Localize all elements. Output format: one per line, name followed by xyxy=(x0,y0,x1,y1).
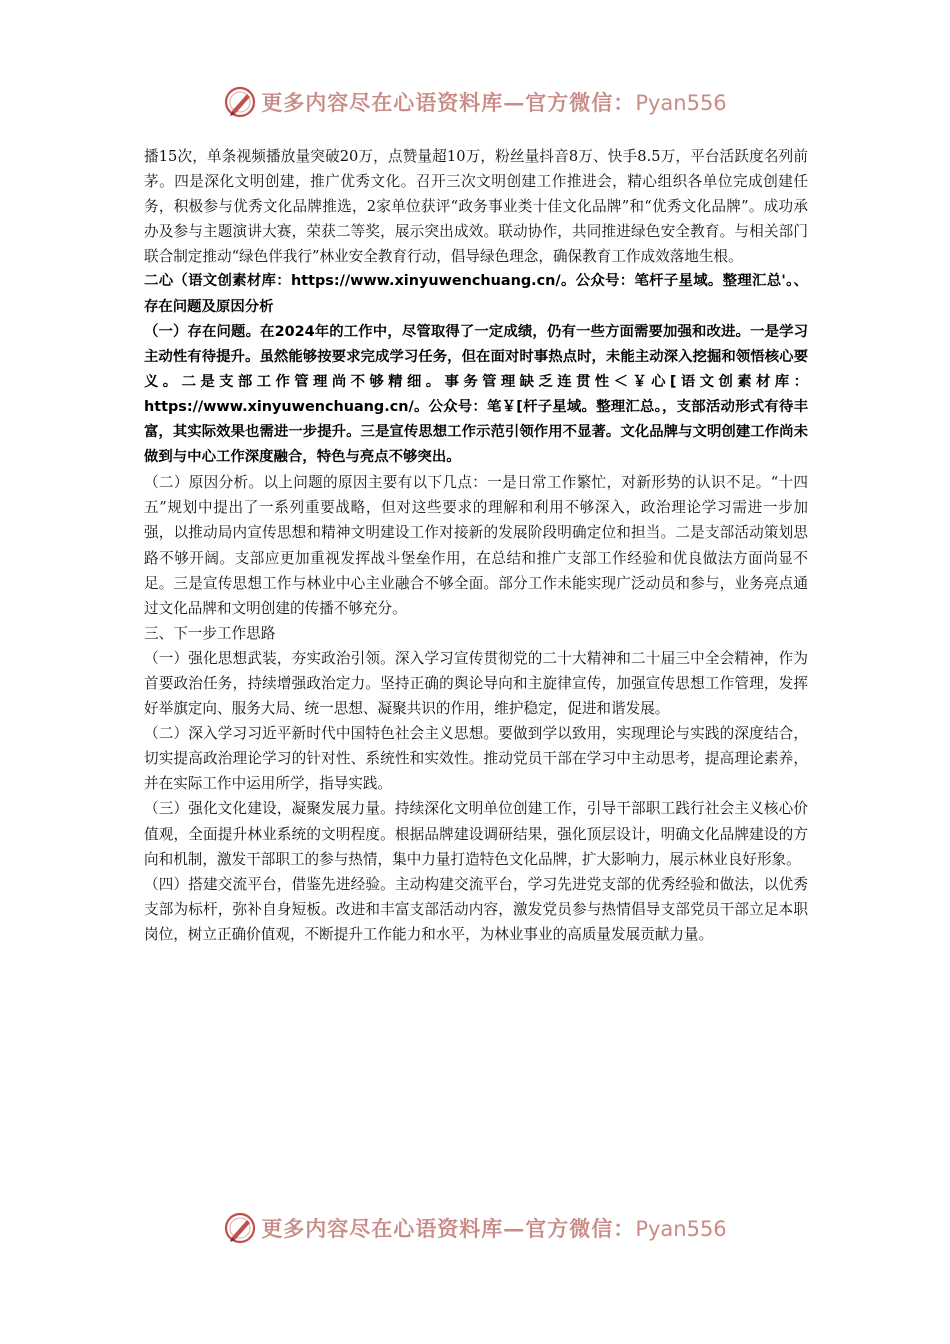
footer-banner xyxy=(0,1208,950,1248)
section-heading-problems: 二心（语文创素材库：https://www.xinyuwenchuang.cn/。公众号：笔杆子星域。整理汇总'。、存在问题及原因分析 xyxy=(144,273,808,315)
paragraph-problems: （一）存在问题。在2024年的工作中，尽管取得了一定成绩，仍有一些方面需要加强和改进。一是学习主动性有待提升。虽然能够按要求完成学习任务，但在面对时事热点时，未能主动深入挖掘和领悟核心要义。二是支部工作管理尚不够精细。事务管理缺乏连贯性＜￥心[语文创素材库：https://www.xinyuwenchuang.cn/。公众号：笔￥[杆子星域。整理汇总。，支部活动形式有待丰富，其实际效果也需进一步提升。三是宣传思想工作示范引领作用不显著。文化品牌与文明创建工作尚未做到与中心工作深度融合，特色与亮点不够突出。 xyxy=(144,323,808,466)
pen-logo-icon xyxy=(223,85,257,119)
banner-text: 更多内容尽在心语资料库—官方微信：Pyan556 xyxy=(261,1216,727,1241)
paragraph-causes: （二）原因分析。以上问题的原因主要有以下几点：一是日常工作繁忙，对新形势的认识不足。“十四五”规划中提出了一系列重要战略，但对这些要求的理解和利用不够深入，政治理论学习需进一步加强，以推动局内宣传思想和精神文明建设工作对接新的发展阶段明确定位和担当。二是支部活动策划思路不够开阔。支部应更加重视发挥战斗堡垒作用，在总结和推广支部工作经验和优良做法方面尚显不足。三是宣传思想工作与林业中心主业融合不够全面。部分工作未能实现广泛动员和参与，业务亮点通过文化品牌和文明创建的传播不够充分。 xyxy=(144,474,808,617)
paragraph-next-4: （四）搭建交流平台，借鉴先进经验。主动构建交流平台，学习先进党支部的优秀经验和做法，以优秀支部为标杆，弥补自身短板。改进和丰富支部活动内容，激发党员参与热情倡导支部党员干部立足本职岗位，树立正确价值观，不断提升工作能力和水平，为林业事业的高质量发展贡献力量。 xyxy=(144,875,808,943)
document-body xyxy=(144,144,808,947)
banner-wechat-id: Pyan556 xyxy=(635,91,727,115)
section-heading-next-steps: 三、下一步工作思路 xyxy=(144,624,276,642)
paragraph-next-2: （二）深入学习习近平新时代中国特色社会主义思想。要做到学以致用，实现理论与实践的深度结合，切实提高政治理论学习的针对性、系统性和实效性。推动党员干部在学习中主动思考，提高理论素养，并在实际工作中运用所学，指导实践。 xyxy=(144,725,808,793)
paragraph-achievements: 播15次，单条视频播放量突破20万，点赞量超10万，粉丝量抖音8万、快手8.5万，平台活跃度名列前茅。四是深化文明创建，推广优秀文化。召开三次文明创建工作推进会，精心组织各单位完成创建任务，积极参与优秀文化品牌推选，2家单位获评“政务事业类十佳文化品牌”和“优秀文化品牌”。成功承办及参与主题演讲大赛，荣获二等奖，展示突出成效。联动协作，共同推进绿色安全教育。与相关部门联合制定推动“绿色伴我行”林业安全教育行动，倡导绿色理念，确保教育工作成效落地生根。 xyxy=(144,148,808,266)
paragraph-next-1: （一）强化思想武装，夯实政治引领。深入学习宣传贯彻党的二十大精神和二十届三中全会精神，作为首要政治任务，持续增强政治定力。坚持正确的舆论导向和主旋律宣传，加强宣传思想工作管理，发挥好举旗定向、服务大局、统一思想、凝聚共识的作用，维护稳定，促进和谐发展。 xyxy=(144,649,808,718)
paragraph-next-3: （三）强化文化建设，凝聚发展力量。持续深化文明单位创建工作，引导干部职工践行社会主义核心价值观，全面提升林业系统的文明程度。根据品牌建设调研结果，强化顶层设计，明确文化品牌建设的方向和机制，激发干部职工的参与热情，集中力量打造特色文化品牌，扩大影响力，展示林业良好形象。 xyxy=(144,800,808,868)
pen-logo-icon xyxy=(223,1211,257,1245)
header-banner xyxy=(0,82,950,122)
banner-text: 更多内容尽在心语资料库—官方微信：Pyan556 xyxy=(261,90,727,115)
banner-wechat-id: Pyan556 xyxy=(635,1217,727,1241)
